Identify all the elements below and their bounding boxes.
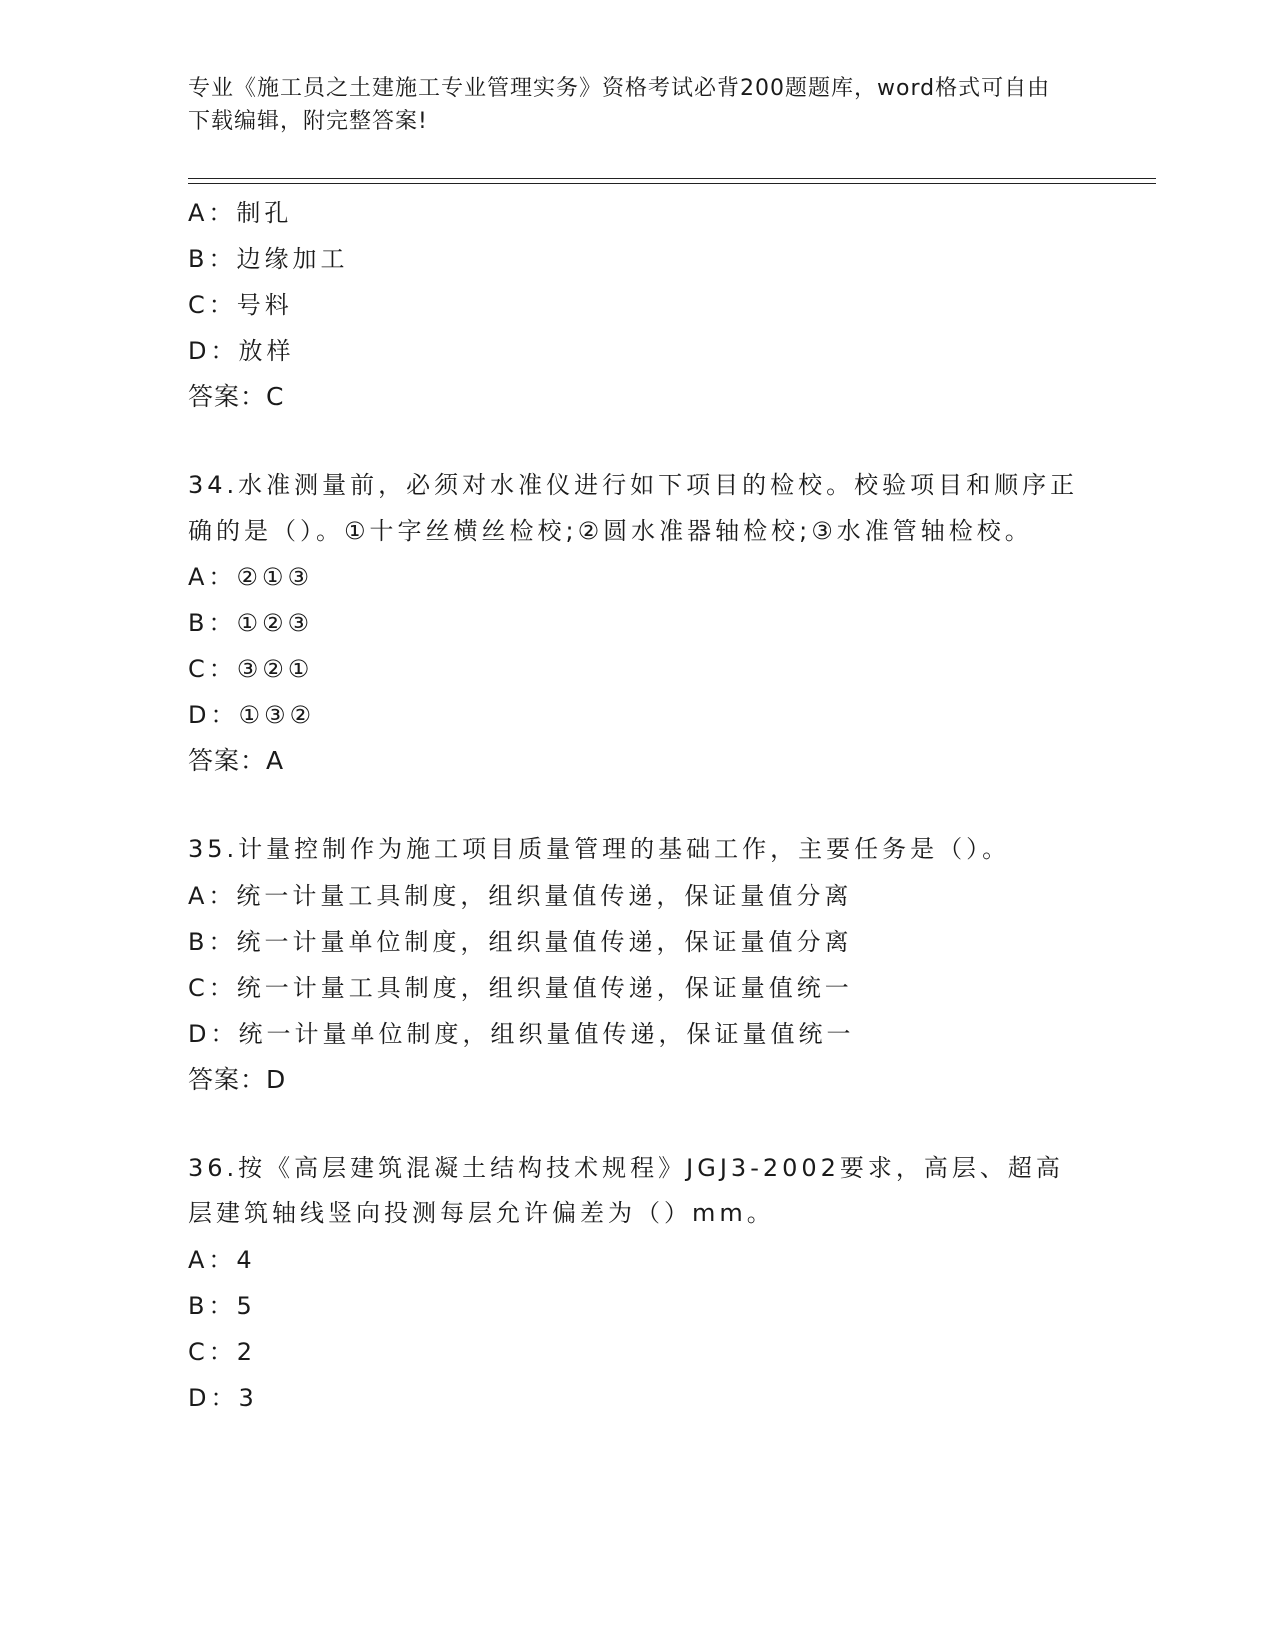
header-rule-bottom (188, 183, 1156, 184)
page-header: 专业《施工员之土建施工专业管理实务》资格考试必背200题题库，word格式可自由下载编辑，附完整答案! (188, 76, 1051, 134)
question-block-34 (188, 463, 1088, 784)
spacer (188, 420, 1088, 463)
option-b: B：①②③ (188, 609, 314, 637)
header-rule-top (188, 178, 1156, 179)
question-text: 36.按《高层建筑混凝土结构技术规程》JGJ3-2002要求，高层、超高层建筑轴线竖向投测每层允许偏差为（）mm。 (188, 1153, 1064, 1227)
question-block-33 (188, 190, 1088, 420)
question-text: 35.计量控制作为施工项目质量管理的基础工作，主要任务是（）。 (188, 835, 1011, 863)
option-d: D：3 (188, 1383, 258, 1412)
option-d: D：放样 (188, 337, 295, 365)
option-b: B：统一计量单位制度，组织量值传递，保证量值分离 (188, 927, 853, 956)
option-c: C：统一计量工具制度，组织量值传递，保证量值统一 (188, 973, 853, 1002)
option-c: C：号料 (188, 291, 293, 319)
option-a: A：②①③ (188, 563, 313, 591)
option-b: B：5 (188, 1291, 256, 1320)
answer-line: 答案：A (188, 746, 285, 775)
option-a: A：制孔 (188, 199, 293, 227)
option-d: D：①③② (188, 701, 316, 729)
option-d: D：统一计量单位制度，组织量值传递，保证量值统一 (188, 1019, 855, 1048)
answer-line: 答案：C (188, 382, 285, 411)
question-block-35 (188, 827, 1088, 1103)
option-c: C：③②① (188, 655, 314, 683)
option-a: A：统一计量工具制度，组织量值传递，保证量值分离 (188, 881, 853, 910)
question-text: 34.水准测量前，必须对水准仪进行如下项目的检校。校验项目和顺序正确的是（）。①十字丝横丝检校;②圆水准器轴检校;③水准管轴检校。 (188, 471, 1079, 545)
option-a: A：4 (188, 1245, 256, 1274)
question-content (188, 190, 1088, 1421)
option-c: C：2 (188, 1337, 257, 1366)
question-block-36 (188, 1146, 1088, 1421)
option-b: B：边缘加工 (188, 245, 349, 273)
spacer (188, 784, 1088, 827)
answer-line: 答案：D (188, 1064, 287, 1094)
spacer (188, 1103, 1088, 1146)
